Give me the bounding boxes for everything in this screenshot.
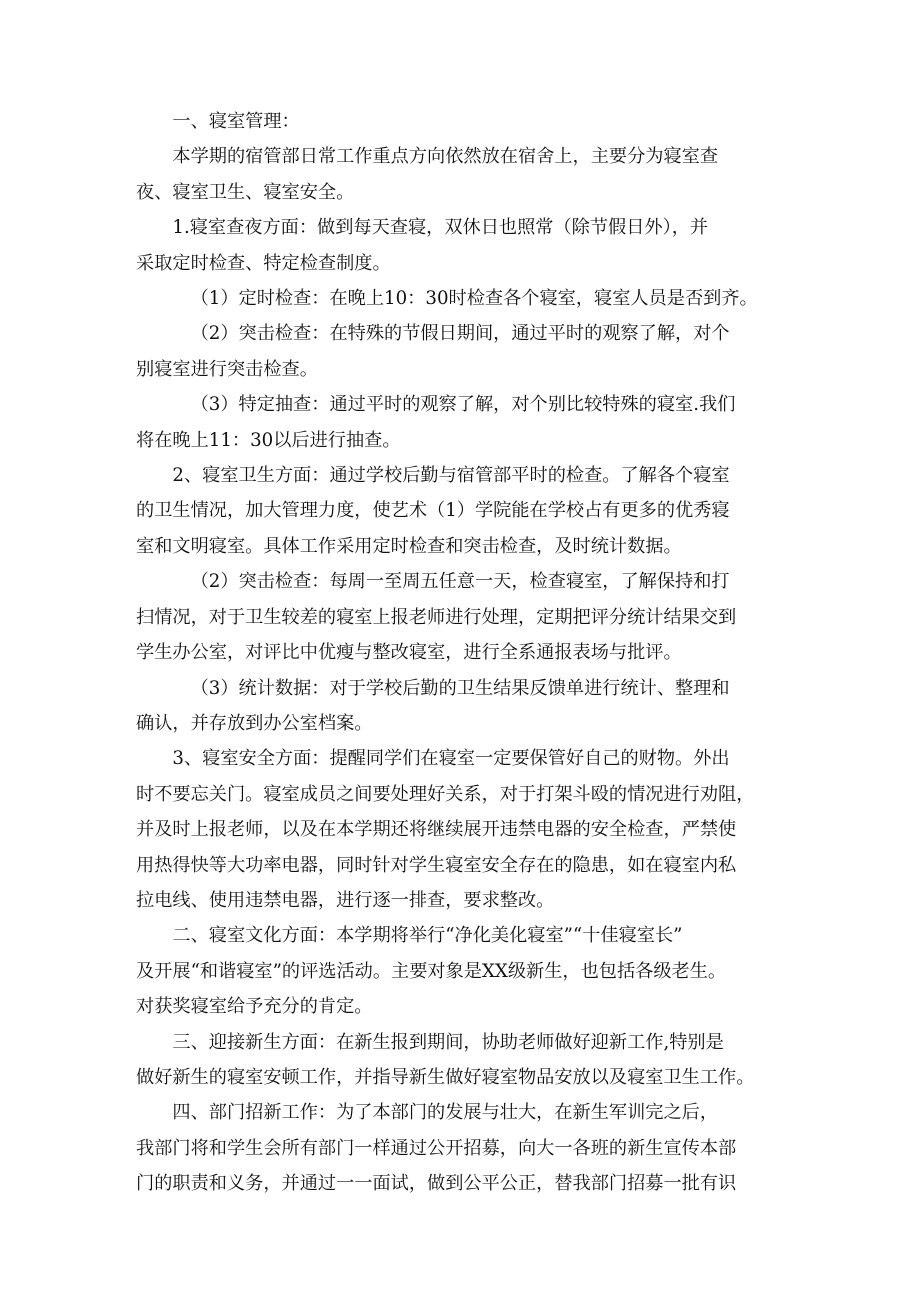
text-line: 的卫生情况，加大管理力度，使艺术（1）学院能在学校占有更多的优秀寝 <box>136 500 730 522</box>
text-line: 拉电线、使用违禁电器，进行逐一排查，要求整改。 <box>136 889 555 911</box>
text-line: 3、寝室安全方面：提醒同学们在寝室一定要保管好自己的财物。外出 <box>172 748 730 770</box>
text-line: 将在晚上11：30以后进行抽查。 <box>136 429 401 451</box>
text-line: 扫情况，对于卫生较差的寝室上报老师进行处理，定期把评分统计结果交到 <box>136 606 737 628</box>
paragraph-p1 <box>136 104 796 139</box>
text-line: （3）特定抽查：通过平时的观察了解，对个别比较特殊的寝室.我们 <box>190 394 736 416</box>
paragraph-p13 <box>136 1095 796 1201</box>
paragraph-p2 <box>136 139 796 210</box>
text-line: 学生办公室，对评比中优瘦与整改寝室，进行全系通报表场与批评。 <box>136 642 682 664</box>
text-line: 2、寝室卫生方面：通过学校后勤与宿管部平时的检查。了解各个寝室 <box>172 465 730 487</box>
document-page <box>136 104 796 1202</box>
text-line: 一、寝室管理： <box>172 111 300 132</box>
text-line: 确认，并存放到办公室档案。 <box>136 712 373 734</box>
text-line: 别寝室进行突击检查。 <box>136 358 318 380</box>
paragraph-p7 <box>136 458 796 564</box>
paragraph-p4 <box>136 281 796 316</box>
text-line: 时不要忘关门。寝室成员之间要处理好关系，对于打架斗殴的情况进行劝阻， <box>136 783 755 805</box>
text-line: 门的职责和义务，并通过一一面试，做到公平公正，替我部门招募一批有识 <box>136 1173 737 1195</box>
paragraph-p12 <box>136 1025 796 1096</box>
text-line: 并及时上报老师，以及在本学期还将继续展开违禁电器的安全检查，严禁使 <box>136 819 737 841</box>
text-line: （2）突击检查：每周一至周五任意一天，检查寝室，了解保持和打 <box>190 571 730 593</box>
text-line: 二、寝室文化方面：本学期将举行“净化美化寝室”“十佳寝室长” <box>172 925 683 947</box>
text-line: 夜、寝室卫生、寝室安全。 <box>136 181 355 203</box>
text-line: 对获奖寝室给予充分的肯定。 <box>136 996 373 1018</box>
paragraph-p3 <box>136 210 796 281</box>
text-line: （2）突击检查：在特殊的节假日期间，通过平时的观察了解，对个 <box>190 323 730 345</box>
paragraph-p10 <box>136 741 796 918</box>
text-line: 四、部门招新工作：为了本部门的发展与壮大，在新生军训完之后， <box>172 1102 719 1124</box>
text-line: 本学期的宿管部日常工作重点方向依然放在宿舍上，主要分为寝室查 <box>172 146 719 168</box>
text-line: 1.寝室查夜方面：做到每天查寝，双休日也照常（除节假日外），并 <box>172 217 709 239</box>
text-line: 我部门将和学生会所有部门一样通过公开招募，向大一各班的新生宣传本部 <box>136 1137 737 1159</box>
paragraph-p8 <box>136 564 796 670</box>
paragraph-p5 <box>136 316 796 387</box>
paragraph-p11 <box>136 918 796 1024</box>
text-line: 及开展“和谐寝室”的评选活动。主要对象是XX级新生，也包括各级老生。 <box>136 960 727 982</box>
text-line: 采取定时检查、特定检查制度。 <box>136 252 391 274</box>
text-line: （3）统计数据：对于学校后勤的卫生结果反馈单进行统计、整理和 <box>190 677 730 699</box>
text-line: 做好新生的寝室安顿工作，并指导新生做好寝室物品安放以及寝室卫生工作。 <box>136 1066 755 1088</box>
paragraph-p9 <box>136 671 796 742</box>
text-line: 室和文明寝室。具体工作采用定时检查和突击检查，及时统计数据。 <box>136 535 682 557</box>
text-line: 三、迎接新生方面：在新生报到期间，协助老师做好迎新工作,特别是 <box>172 1031 724 1053</box>
text-line: （1）定时检查：在晚上10：30时检查各个寝室，寝室人员是否到齐。 <box>190 288 758 310</box>
paragraph-p6 <box>136 387 796 458</box>
text-line: 用热得快等大功率电器，同时针对学生寝室安全存在的隐患，如在寝室内私 <box>136 854 737 876</box>
